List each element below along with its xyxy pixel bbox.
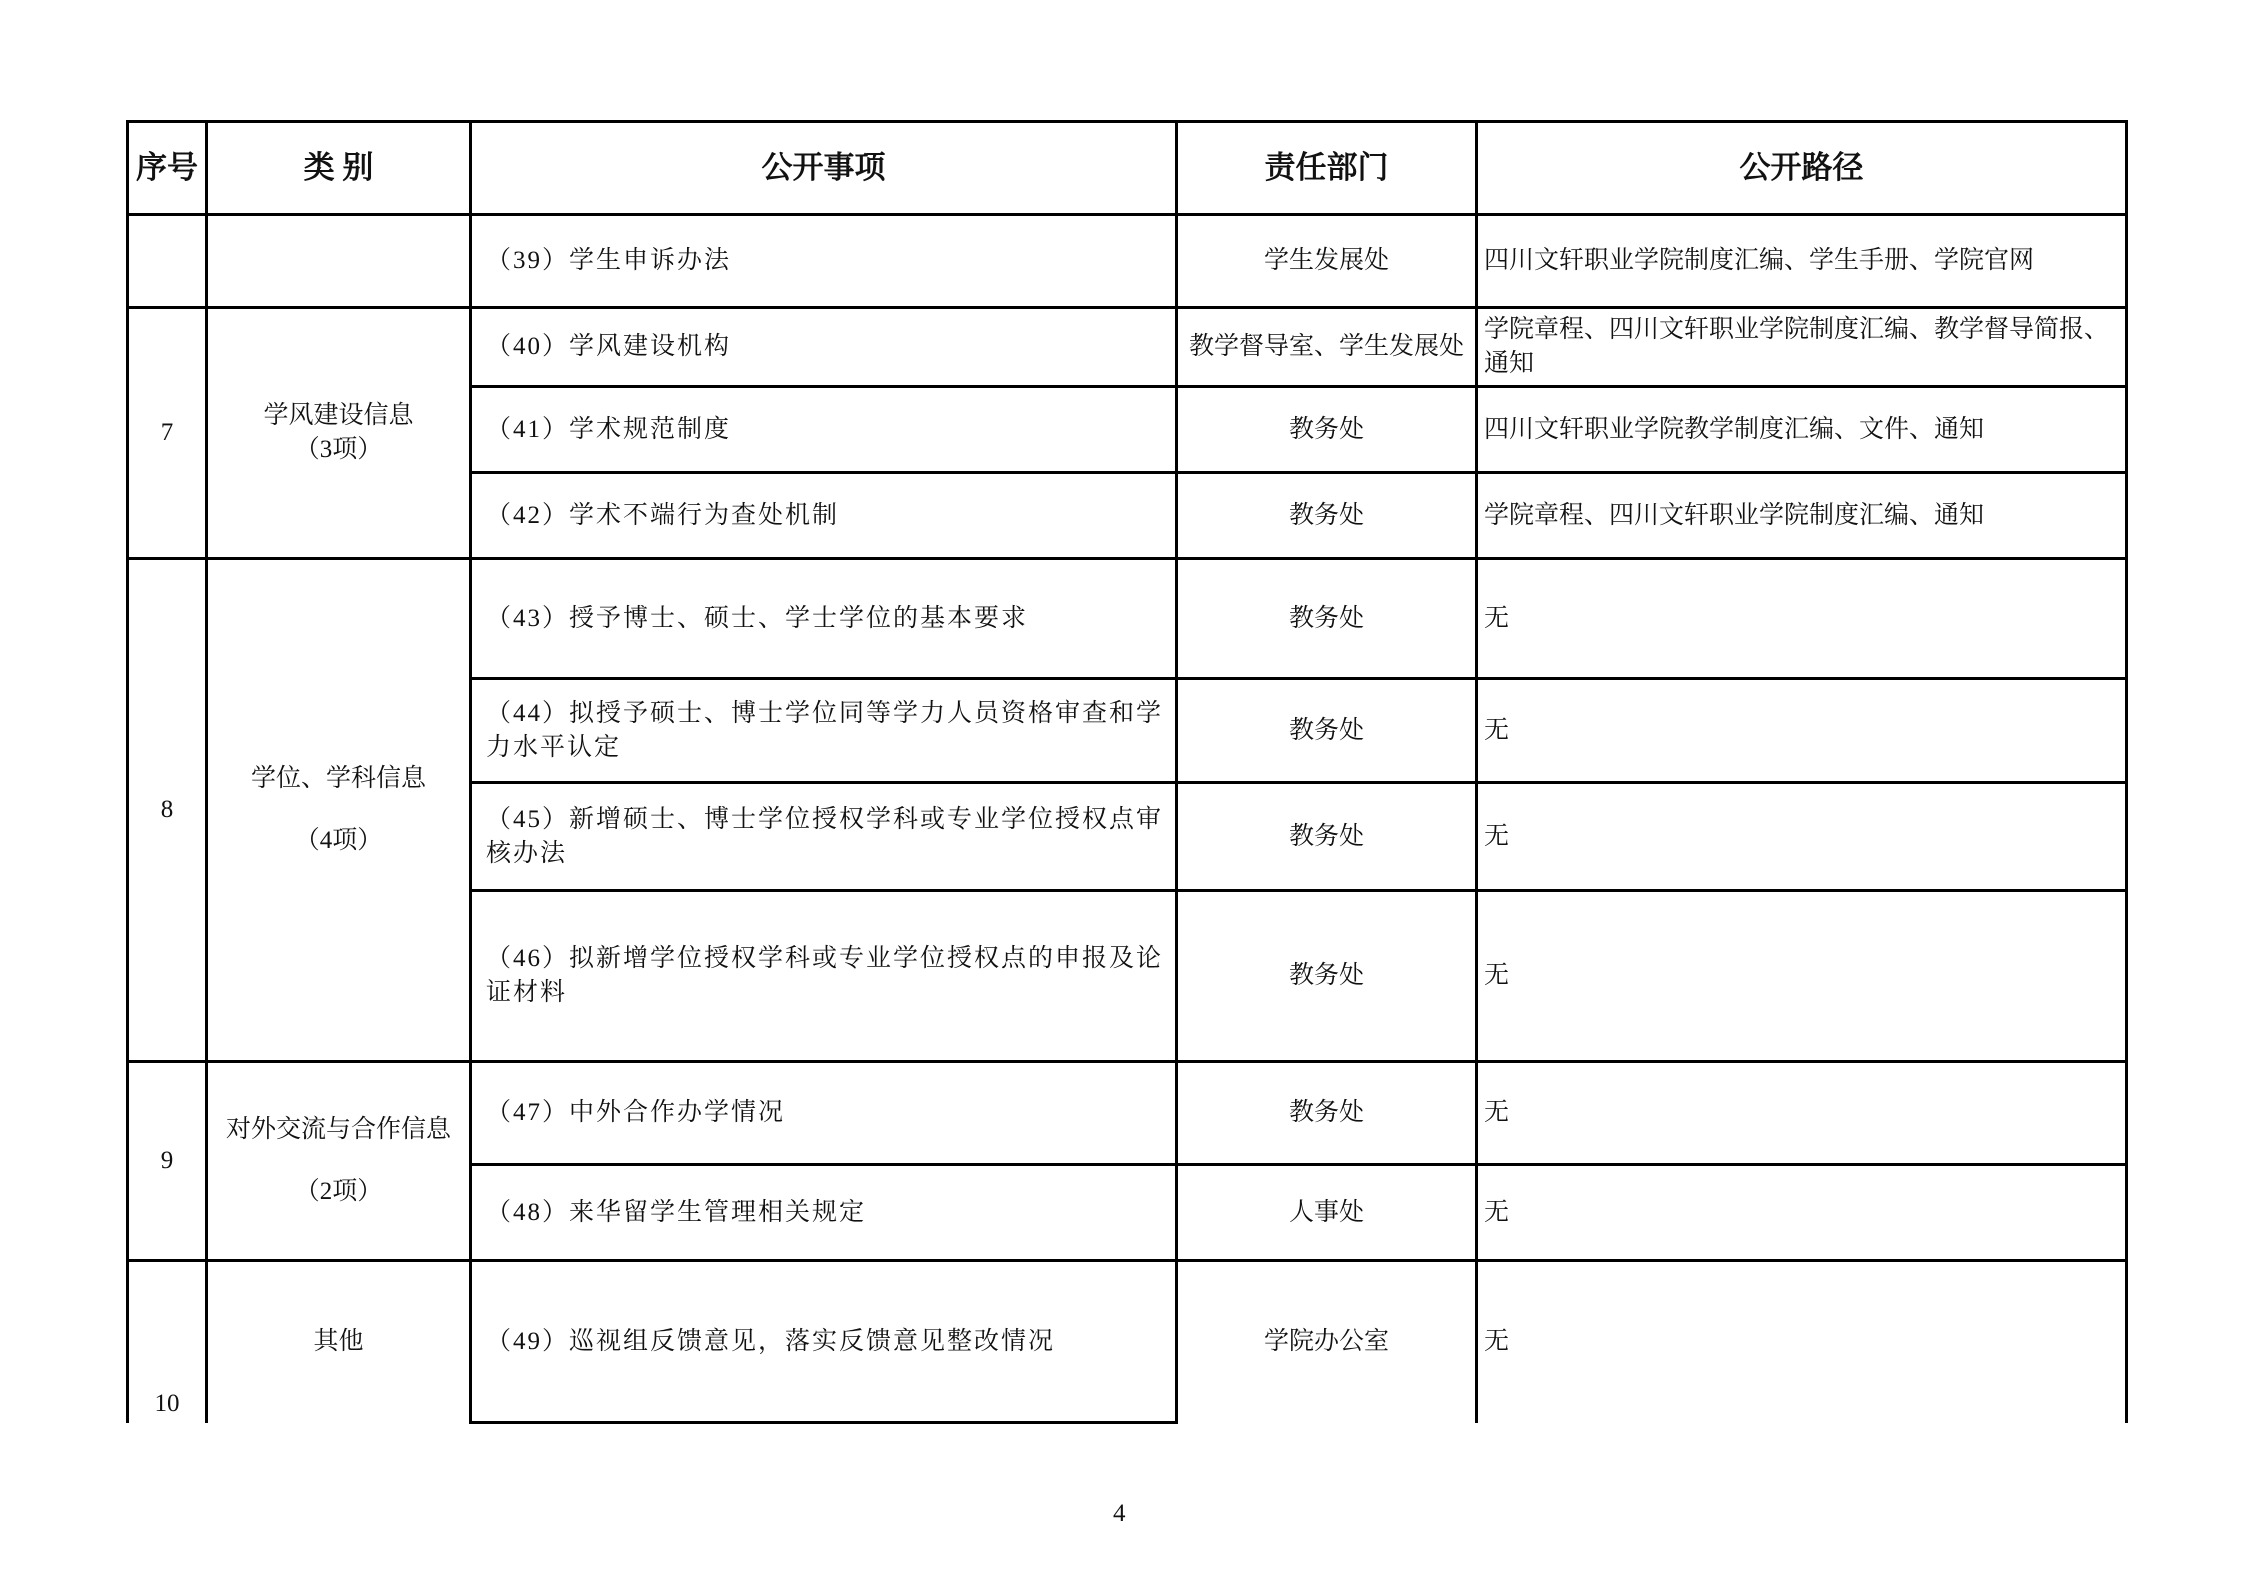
- table-row: [128, 215, 2127, 308]
- item-cell: （40）学风建设机构: [471, 308, 1177, 387]
- category-cell: [207, 215, 471, 308]
- category-cell: 其他: [207, 1261, 471, 1423]
- seq-cell: 8: [128, 559, 207, 1062]
- item-cell: （45）新增硕士、博士学位授权学科或专业学位授权点审核办法: [471, 783, 1177, 891]
- table-row: [128, 559, 2127, 679]
- seq-cell: 10: [128, 1261, 207, 1423]
- category-count: （2项）: [294, 1178, 383, 1205]
- category-name: 学风建设信息: [263, 402, 414, 430]
- dept-cell: 教务处: [1177, 559, 1477, 679]
- path-cell: 学院章程、四川文轩职业学院制度汇编、通知: [1477, 473, 2127, 559]
- category-cell: [207, 559, 471, 1062]
- path-cell: 四川文轩职业学院教学制度汇编、文件、通知: [1477, 387, 2127, 473]
- path-cell: 无: [1477, 679, 2127, 783]
- path-cell: 无: [1477, 1062, 2127, 1165]
- table-row: [128, 1062, 2127, 1165]
- path-cell: 四川文轩职业学院制度汇编、学生手册、学院官网: [1477, 215, 2127, 308]
- dept-cell: 教务处: [1177, 783, 1477, 891]
- item-cell: （47）中外合作办学情况: [471, 1062, 1177, 1165]
- path-cell: 无: [1477, 783, 2127, 891]
- item-cell: （41）学术规范制度: [471, 387, 1177, 473]
- path-cell: 无: [1477, 559, 2127, 679]
- dept-cell: 学生发展处: [1177, 215, 1477, 308]
- path-cell: 无: [1477, 1165, 2127, 1261]
- table-header: [128, 122, 2127, 215]
- dept-cell: 教务处: [1177, 679, 1477, 783]
- item-cell: （49）巡视组反馈意见，落实反馈意见整改情况: [471, 1261, 1177, 1423]
- table-row: [128, 1261, 2127, 1423]
- page-number: 4: [1113, 1500, 1126, 1527]
- dept-cell: 学院办公室: [1177, 1261, 1477, 1423]
- item-cell: （42）学术不端行为查处机制: [471, 473, 1177, 559]
- item-cell: （48）来华留学生管理相关规定: [471, 1165, 1177, 1261]
- seq-cell: 9: [128, 1062, 207, 1261]
- dept-cell: 教务处: [1177, 473, 1477, 559]
- path-cell: 无: [1477, 891, 2127, 1062]
- dept-cell: 教学督导室、学生发展处: [1177, 308, 1477, 387]
- item-cell: （44）拟授予硕士、博士学位同等学力人员资格审查和学力水平认定: [471, 679, 1177, 783]
- seq-cell: 7: [128, 308, 207, 559]
- path-cell: 无: [1477, 1261, 2127, 1423]
- disclosure-table: [126, 120, 2128, 1424]
- category-count: （3项）: [294, 436, 383, 463]
- category-name: 学位、学科信息: [250, 765, 426, 793]
- header-category: 类 别: [207, 122, 471, 215]
- category-name: 对外交流与合作信息: [225, 1116, 451, 1144]
- header-dept: 责任部门: [1177, 122, 1477, 215]
- category-cell: [207, 308, 471, 559]
- table-row: [128, 308, 2127, 387]
- dept-cell: 教务处: [1177, 387, 1477, 473]
- item-cell: （46）拟新增学位授权学科或专业学位授权点的申报及论证材料: [471, 891, 1177, 1062]
- path-cell: 学院章程、四川文轩职业学院制度汇编、教学督导简报、通知: [1477, 308, 2127, 387]
- header-path: 公开路径: [1477, 122, 2127, 215]
- dept-cell: 教务处: [1177, 1062, 1477, 1165]
- seq-cell: [128, 215, 207, 308]
- item-cell: （43）授予博士、硕士、学士学位的基本要求: [471, 559, 1177, 679]
- dept-cell: 人事处: [1177, 1165, 1477, 1261]
- category-count: （4项）: [294, 827, 383, 854]
- dept-cell: 教务处: [1177, 891, 1477, 1062]
- header-item: 公开事项: [471, 122, 1177, 215]
- header-seq: 序号: [128, 122, 207, 215]
- category-cell: [207, 1062, 471, 1261]
- item-cell: （39）学生申诉办法: [471, 215, 1177, 308]
